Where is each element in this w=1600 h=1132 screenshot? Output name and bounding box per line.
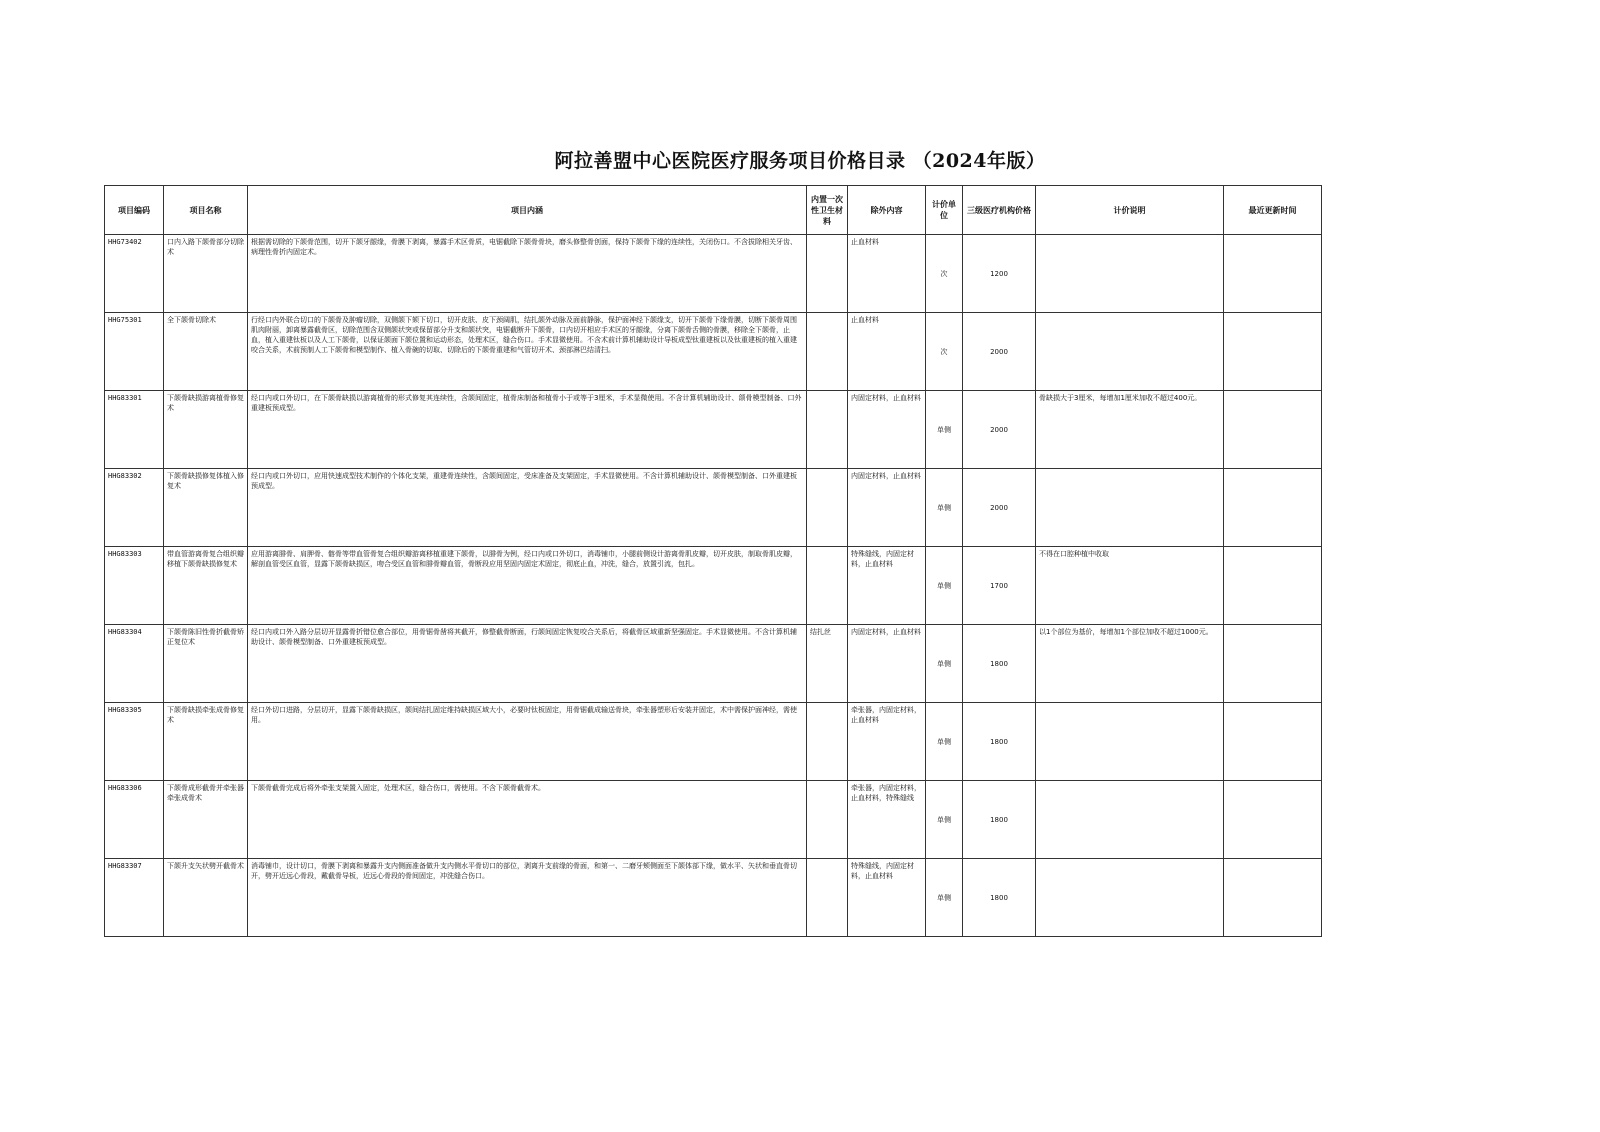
cell-price: 1800 [963,859,1036,937]
cell-code: HHG83304 [105,625,164,703]
header-content: 项目内涵 [248,186,807,235]
header-code: 项目编码 [105,186,164,235]
cell-consumables [807,313,848,391]
cell-price: 1800 [963,625,1036,703]
table-row [105,781,1322,859]
cell-consumables: 结扎丝 [807,625,848,703]
table-row [105,625,1322,703]
cell-price: 2000 [963,391,1036,469]
cell-name: 全下颌骨切除术 [164,313,248,391]
header-name: 项目名称 [164,186,248,235]
header-consumables: 内置一次性卫生材料 [807,186,848,235]
cell-price: 1800 [963,781,1036,859]
cell-content: 经口内或口外入路分层切开显露骨折错位愈合部位，用骨锯骨凿将其截开，修整截骨断面，行颌间固定恢复咬合关系后，将截骨区域重新坚强固定。手术显微使用。不含计算机辅助设计、颌骨模型制备、口外重建板预成型。 [248,625,807,703]
cell-name: 下颌骨缺损修复体植入修复术 [164,469,248,547]
cell-notes: 不得在口腔种植中收取 [1036,547,1224,625]
cell-consumables [807,547,848,625]
cell-code: HHG83303 [105,547,164,625]
cell-updated [1224,313,1322,391]
cell-notes [1036,235,1224,313]
cell-content: 经口外切口进路，分层切开，显露下颌骨缺损区，颌间结扎固定维持缺损区域大小，必要时钛板固定，用骨锯截成输送骨块，牵张器塑形后安装并固定，术中需保护面神经，需使用。 [248,703,807,781]
cell-notes [1036,703,1224,781]
cell-consumables [807,859,848,937]
cell-code: HHG83302 [105,469,164,547]
cell-updated [1224,391,1322,469]
cell-content: 经口内或口外切口，应用快速成型技术制作的个体化支架，重建骨连续性，含颌间固定，受床准备及支架固定，手术显微使用。不含计算机辅助设计、颌骨模型制备、口外重建板预成型。 [248,469,807,547]
cell-code: HHG75301 [105,313,164,391]
table-row [105,469,1322,547]
cell-updated [1224,703,1322,781]
cell-unit: 单侧 [926,469,963,547]
cell-excluded: 特殊缝线，内固定材料，止血材料 [848,859,926,937]
header-price: 三级医疗机构价格 [963,186,1036,235]
cell-excluded: 止血材料 [848,235,926,313]
cell-excluded: 牵张器，内固定材料，止血材料 [848,703,926,781]
cell-notes: 以1个部位为基价，每增加1个部位加收不超过1000元。 [1036,625,1224,703]
table-row [105,859,1322,937]
cell-name: 下颌骨陈旧性骨折截骨矫正复位术 [164,625,248,703]
cell-unit: 单侧 [926,859,963,937]
cell-updated [1224,235,1322,313]
cell-price: 2000 [963,313,1036,391]
cell-unit: 次 [926,235,963,313]
cell-content: 下颌骨截骨完成后将外牵张支架置入固定，处理术区，缝合伤口，需使用。不含下颌骨截骨术。 [248,781,807,859]
cell-unit: 单侧 [926,703,963,781]
cell-excluded: 内固定材料，止血材料 [848,391,926,469]
cell-content: 根据需切除的下颌骨范围，切开下颌牙龈缘，骨膜下剥离，暴露手术区骨质，电锯截除下颌骨骨块，磨头修整骨创面，保持下颌骨下缘的连续性，关闭伤口。不含拔除相关牙齿、病理性骨折内固定术。 [248,235,807,313]
cell-notes [1036,859,1224,937]
cell-name: 口内入路下颌骨部分切除术 [164,235,248,313]
price-table [104,185,1322,937]
table-header-row [105,186,1322,235]
table-row [105,313,1322,391]
cell-content: 应用游离腓骨、肩胛骨、髂骨等带血管骨复合组织瓣游离移植重建下颌骨，以腓骨为例，经口内或口外切口，消毒铺巾，小腿前侧设计游离骨肌皮瓣，切开皮肤，制取骨肌皮瓣，解剖血管受区血管，显露下颌骨缺损区，吻合受区血管和腓骨瓣血管，骨断段应用坚固内固定术固定，彻底止血，冲洗，缝合，放置引流，包扎。 [248,547,807,625]
cell-updated [1224,625,1322,703]
cell-notes [1036,313,1224,391]
cell-code: HHG73402 [105,235,164,313]
cell-updated [1224,781,1322,859]
header-updated: 最近更新时间 [1224,186,1322,235]
cell-consumables [807,469,848,547]
cell-price: 1700 [963,547,1036,625]
cell-content: 消毒铺巾，设计切口，骨膜下剥离和暴露升支内侧面准备做升支内侧水平骨切口的部位，剥离升支前缘的骨面，和第一、二磨牙颊侧面至下颌体部下缘，做水平、矢状和垂直骨切开，劈开近远心骨段，戴截骨导板，近远心骨段的骨间固定，冲洗缝合伤口。 [248,859,807,937]
document-title: 阿拉善盟中心医院医疗服务项目价格目录 （2024年版） [554,150,1046,172]
header-unit: 计价单位 [926,186,963,235]
cell-updated [1224,469,1322,547]
cell-code: HHG83301 [105,391,164,469]
cell-unit: 单侧 [926,781,963,859]
header-notes: 计价说明 [1036,186,1224,235]
cell-name: 下颌骨成形截骨并牵张器牵张成骨术 [164,781,248,859]
cell-notes [1036,781,1224,859]
cell-name: 下颌骨缺损游离植骨修复术 [164,391,248,469]
cell-code: HHG83305 [105,703,164,781]
cell-excluded: 牵张器，内固定材料，止血材料，特殊缝线 [848,781,926,859]
table-row [105,235,1322,313]
table-row [105,547,1322,625]
cell-updated [1224,547,1322,625]
table-row [105,703,1322,781]
cell-name: 下颌骨缺损牵张成骨修复术 [164,703,248,781]
cell-unit: 单侧 [926,625,963,703]
cell-consumables [807,703,848,781]
cell-updated [1224,859,1322,937]
cell-price: 1800 [963,703,1036,781]
cell-code: HHG83306 [105,781,164,859]
cell-consumables [807,781,848,859]
cell-notes: 骨缺损大于3厘米，每增加1厘米加收不超过400元。 [1036,391,1224,469]
cell-notes [1036,469,1224,547]
cell-unit: 单侧 [926,391,963,469]
cell-price: 2000 [963,469,1036,547]
cell-code: HHG83307 [105,859,164,937]
cell-name: 带血管游离骨复合组织瓣移植下颌骨缺损修复术 [164,547,248,625]
cell-unit: 次 [926,313,963,391]
header-excluded: 除外内容 [848,186,926,235]
cell-consumables [807,235,848,313]
table-row [105,391,1322,469]
cell-unit: 单侧 [926,547,963,625]
cell-name: 下颌升支矢状劈开截骨术 [164,859,248,937]
cell-excluded: 止血材料 [848,313,926,391]
cell-excluded: 特殊缝线，内固定材料，止血材料 [848,547,926,625]
cell-content: 行经口内外联合切口的下颌骨及肿瘤切除，双侧颌下颏下切口，切开皮肤、皮下颈阔肌，结扎颌外动脉及面前静脉，保护面神经下颌缘支，切开下颌骨下缘骨膜，切断下颌骨周围肌肉附丽，卸离暴露截骨区，切除范围含双侧颌状突或保留部分升支和颌状突，电锯截断升下颌骨，口内切开相应手术区的牙龈缘，分离下颌骨舌侧的骨膜，移除全下颌骨，止血，植入重建钛板以及人工下颌骨，以保证颌面下颌位置和运动形态，处理术区，缝合伤口。手术显微使用。不含术前计算机辅助设计导板成型钛重建板以及钛重建板的植入重建咬合关系，术前预制人工下颌骨和模型制作、植入骨碗的切取、切除后的下颌骨重建和气管切开术、颈部淋巴结清扫。 [248,313,807,391]
cell-consumables [807,391,848,469]
cell-excluded: 内固定材料，止血材料 [848,469,926,547]
cell-content: 经口内或口外切口，在下颌骨缺损以游离植骨的形式修复其连续性，含颌间固定，植骨床制备和植骨小于或等于3厘米，手术显微使用。不含计算机辅助设计、颌骨模型制备、口外重建板预成型。 [248,391,807,469]
cell-price: 1200 [963,235,1036,313]
cell-excluded: 内固定材料，止血材料 [848,625,926,703]
